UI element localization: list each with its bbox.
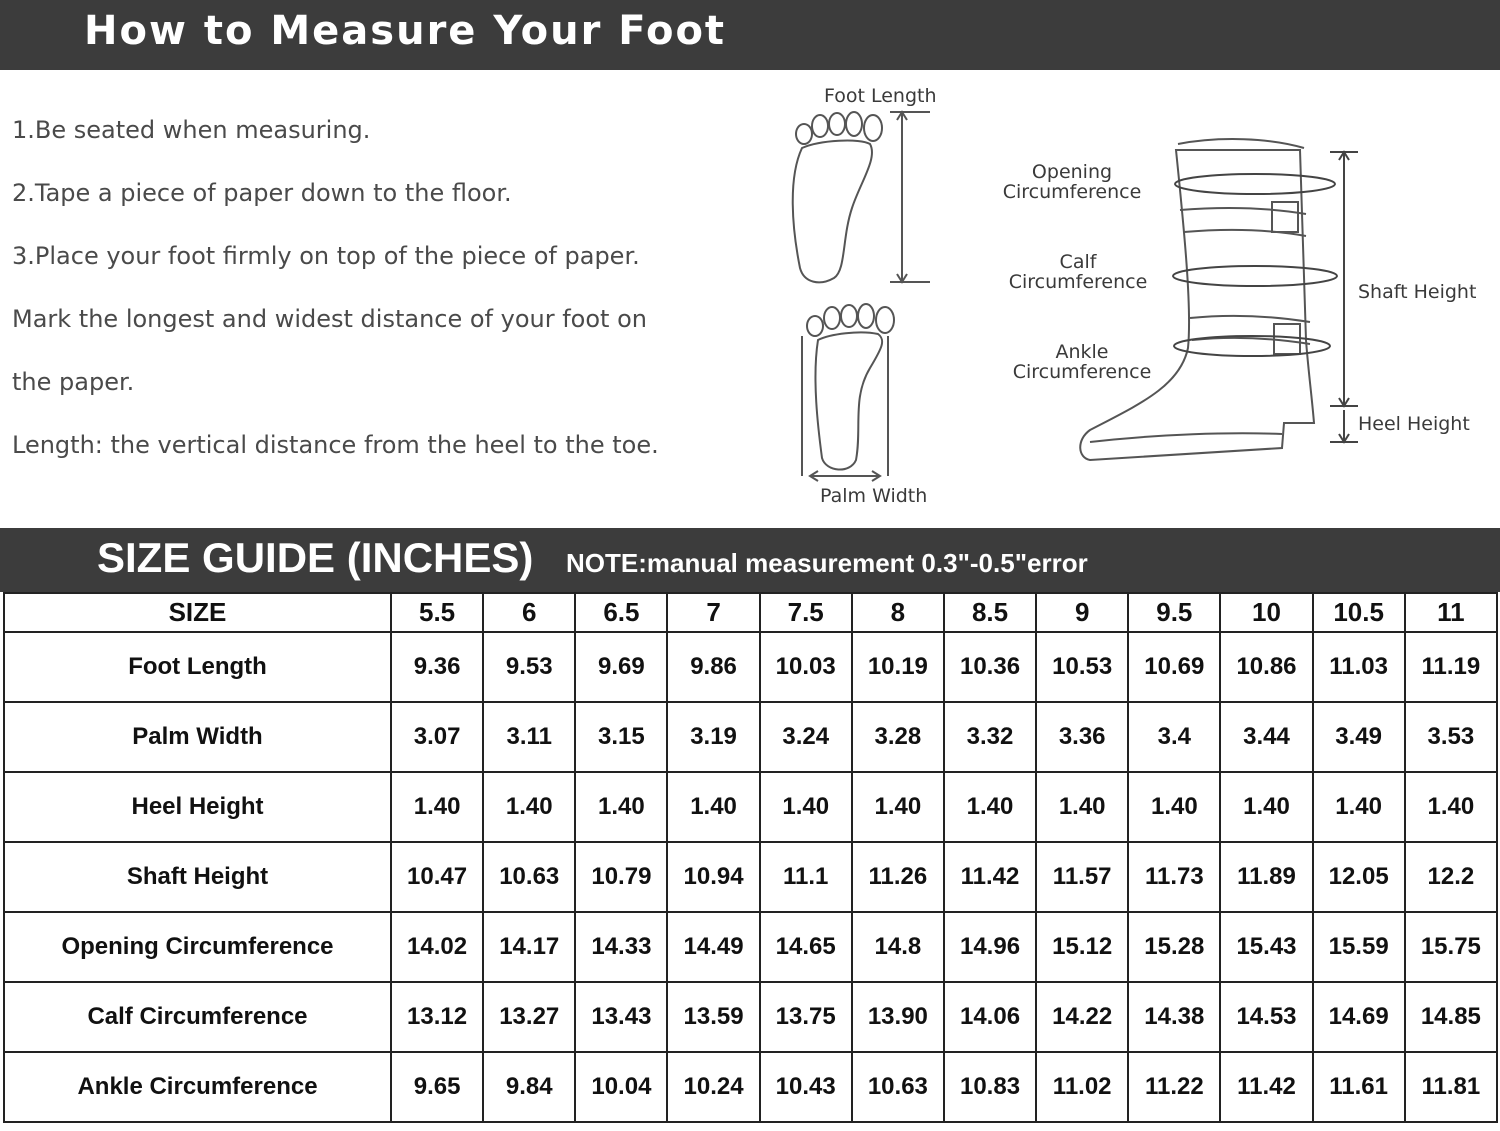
calf-circumference-label: [998, 252, 1158, 292]
height-arrows: [1330, 152, 1358, 442]
size-column-header: 5.5: [391, 593, 483, 632]
table-cell: 3.28: [852, 702, 944, 772]
table-cell: 13.59: [667, 982, 759, 1052]
table-cell: 10.47: [391, 842, 483, 912]
ankle-circumference-label: [1002, 342, 1162, 382]
opening-label-line: Opening: [1031, 161, 1113, 183]
size-column-header: 7: [667, 593, 759, 632]
table-cell: 10.36: [944, 632, 1036, 702]
table-cell: 10.24: [667, 1052, 759, 1122]
table-cell: 1.40: [852, 772, 944, 842]
size-column-header: 7.5: [760, 593, 852, 632]
table-cell: 15.28: [1128, 912, 1220, 982]
row-label: Calf Circumference: [4, 982, 391, 1052]
table-cell: 14.69: [1313, 982, 1405, 1052]
table-cell: 14.85: [1405, 982, 1497, 1052]
table-cell: 11.02: [1036, 1052, 1128, 1122]
table-cell: 15.43: [1220, 912, 1312, 982]
table-cell: 1.40: [1405, 772, 1497, 842]
measurement-diagram: [760, 78, 1500, 518]
table-cell: 10.94: [667, 842, 759, 912]
palm-width-icon: [802, 304, 894, 481]
table-cell: 10.69: [1128, 632, 1220, 702]
heel-height-label: Heel Height: [1358, 413, 1470, 435]
table-cell: 1.40: [1313, 772, 1405, 842]
table-cell: 13.27: [483, 982, 575, 1052]
table-cell: 14.06: [944, 982, 1036, 1052]
table-cell: 1.40: [760, 772, 852, 842]
table-cell: 11.19: [1405, 632, 1497, 702]
table-cell: 14.38: [1128, 982, 1220, 1052]
size-column-header: 9: [1036, 593, 1128, 632]
table-cell: 14.49: [667, 912, 759, 982]
size-table: [3, 592, 1498, 1123]
table-cell: 11.22: [1128, 1052, 1220, 1122]
table-cell: 1.40: [944, 772, 1036, 842]
table-cell: 14.17: [483, 912, 575, 982]
foot-length-icon: [793, 112, 930, 282]
table-cell: 11.42: [1220, 1052, 1312, 1122]
row-label: Palm Width: [4, 702, 391, 772]
table-cell: 9.65: [391, 1052, 483, 1122]
size-column-header: 9.5: [1128, 593, 1220, 632]
table-cell: 9.36: [391, 632, 483, 702]
instructions-list: [12, 108, 742, 486]
table-cell: 3.49: [1313, 702, 1405, 772]
table-cell: 10.43: [760, 1052, 852, 1122]
table-cell: 1.40: [1036, 772, 1128, 842]
table-cell: 9.84: [483, 1052, 575, 1122]
table-cell: 3.32: [944, 702, 1036, 772]
table-row: [4, 632, 1497, 702]
table-cell: 10.03: [760, 632, 852, 702]
size-column-header: 11: [1405, 593, 1497, 632]
size-guide-title: SIZE GUIDE (INCHES): [97, 534, 534, 581]
table-row: [4, 982, 1497, 1052]
size-header-cell: SIZE: [4, 593, 391, 632]
table-cell: 10.19: [852, 632, 944, 702]
size-column-header: 6: [483, 593, 575, 632]
table-cell: 13.75: [760, 982, 852, 1052]
instruction-line: the paper.: [12, 368, 135, 396]
calf-label-line: Circumference: [1008, 271, 1148, 293]
table-row: [4, 912, 1497, 982]
circumference-rings: [1173, 174, 1337, 356]
table-cell: 3.15: [575, 702, 667, 772]
table-cell: 1.40: [667, 772, 759, 842]
table-cell: 10.79: [575, 842, 667, 912]
page-title: How to Measure Your Foot: [84, 8, 727, 54]
table-cell: 15.12: [1036, 912, 1128, 982]
table-cell: 1.40: [1220, 772, 1312, 842]
instruction-line: 1.Be seated when measuring.: [12, 116, 371, 144]
table-cell: 1.40: [575, 772, 667, 842]
table-cell: 3.44: [1220, 702, 1312, 772]
size-guide-banner: [0, 528, 1500, 592]
table-cell: 10.63: [483, 842, 575, 912]
size-column-header: 6.5: [575, 593, 667, 632]
table-cell: 10.86: [1220, 632, 1312, 702]
ankle-label-line: Circumference: [1012, 361, 1152, 383]
size-column-header: 8.5: [944, 593, 1036, 632]
ankle-label-line: Ankle: [1055, 341, 1109, 363]
opening-label-line: Circumference: [1002, 181, 1142, 203]
calf-label-line: Calf: [1059, 251, 1097, 273]
table-cell: 12.05: [1313, 842, 1405, 912]
table-cell: 12.2: [1405, 842, 1497, 912]
instruction-line: 2.Tape a piece of paper down to the floor.: [12, 179, 512, 207]
table-cell: 13.43: [575, 982, 667, 1052]
table-cell: 13.12: [391, 982, 483, 1052]
table-cell: 15.75: [1405, 912, 1497, 982]
table-row: [4, 702, 1497, 772]
table-row: [4, 1052, 1497, 1122]
table-row: [4, 772, 1497, 842]
table-cell: 14.02: [391, 912, 483, 982]
table-cell: 1.40: [483, 772, 575, 842]
table-cell: 11.89: [1220, 842, 1312, 912]
table-cell: 3.53: [1405, 702, 1497, 772]
table-cell: 14.33: [575, 912, 667, 982]
table-cell: 11.1: [760, 842, 852, 912]
table-cell: 13.90: [852, 982, 944, 1052]
instruction-line: Mark the longest and widest distance of your foot on: [12, 305, 647, 333]
row-label: Ankle Circumference: [4, 1052, 391, 1122]
row-label: Opening Circumference: [4, 912, 391, 982]
table-cell: 11.61: [1313, 1052, 1405, 1122]
table-cell: 11.81: [1405, 1052, 1497, 1122]
table-cell: 3.24: [760, 702, 852, 772]
table-cell: 9.53: [483, 632, 575, 702]
size-column-header: 8: [852, 593, 944, 632]
table-cell: 3.07: [391, 702, 483, 772]
shaft-height-label: Shaft Height: [1358, 281, 1477, 303]
table-cell: 3.4: [1128, 702, 1220, 772]
header-banner: [0, 0, 1500, 70]
table-cell: 9.86: [667, 632, 759, 702]
size-table-body: [4, 632, 1497, 1122]
table-cell: 15.59: [1313, 912, 1405, 982]
table-cell: 10.04: [575, 1052, 667, 1122]
size-guide-note: NOTE:manual measurement 0.3"-0.5"error: [566, 548, 1088, 578]
row-label: Shaft Height: [4, 842, 391, 912]
table-header-row: [4, 593, 1497, 632]
table-cell: 11.03: [1313, 632, 1405, 702]
table-row: [4, 842, 1497, 912]
table-cell: 9.69: [575, 632, 667, 702]
table-cell: 3.19: [667, 702, 759, 772]
table-cell: 11.57: [1036, 842, 1128, 912]
instruction-line: 3.Place your foot firmly on top of the piece of paper.: [12, 242, 640, 270]
opening-circumference-label: [992, 162, 1152, 202]
table-cell: 14.65: [760, 912, 852, 982]
row-label: Foot Length: [4, 632, 391, 702]
table-cell: 10.53: [1036, 632, 1128, 702]
table-cell: 3.11: [483, 702, 575, 772]
table-cell: 11.42: [944, 842, 1036, 912]
table-cell: 1.40: [391, 772, 483, 842]
palm-width-label: Palm Width: [820, 485, 928, 507]
table-cell: 14.53: [1220, 982, 1312, 1052]
size-column-header: 10: [1220, 593, 1312, 632]
table-cell: 14.22: [1036, 982, 1128, 1052]
table-cell: 1.40: [1128, 772, 1220, 842]
table-cell: 10.63: [852, 1052, 944, 1122]
table-cell: 10.83: [944, 1052, 1036, 1122]
size-column-header: 10.5: [1313, 593, 1405, 632]
table-cell: 14.96: [944, 912, 1036, 982]
table-cell: 3.36: [1036, 702, 1128, 772]
table-cell: 11.26: [852, 842, 944, 912]
table-cell: 14.8: [852, 912, 944, 982]
row-label: Heel Height: [4, 772, 391, 842]
foot-length-label: Foot Length: [824, 85, 937, 107]
table-cell: 11.73: [1128, 842, 1220, 912]
instruction-line: Length: the vertical distance from the heel to the toe.: [12, 431, 659, 459]
